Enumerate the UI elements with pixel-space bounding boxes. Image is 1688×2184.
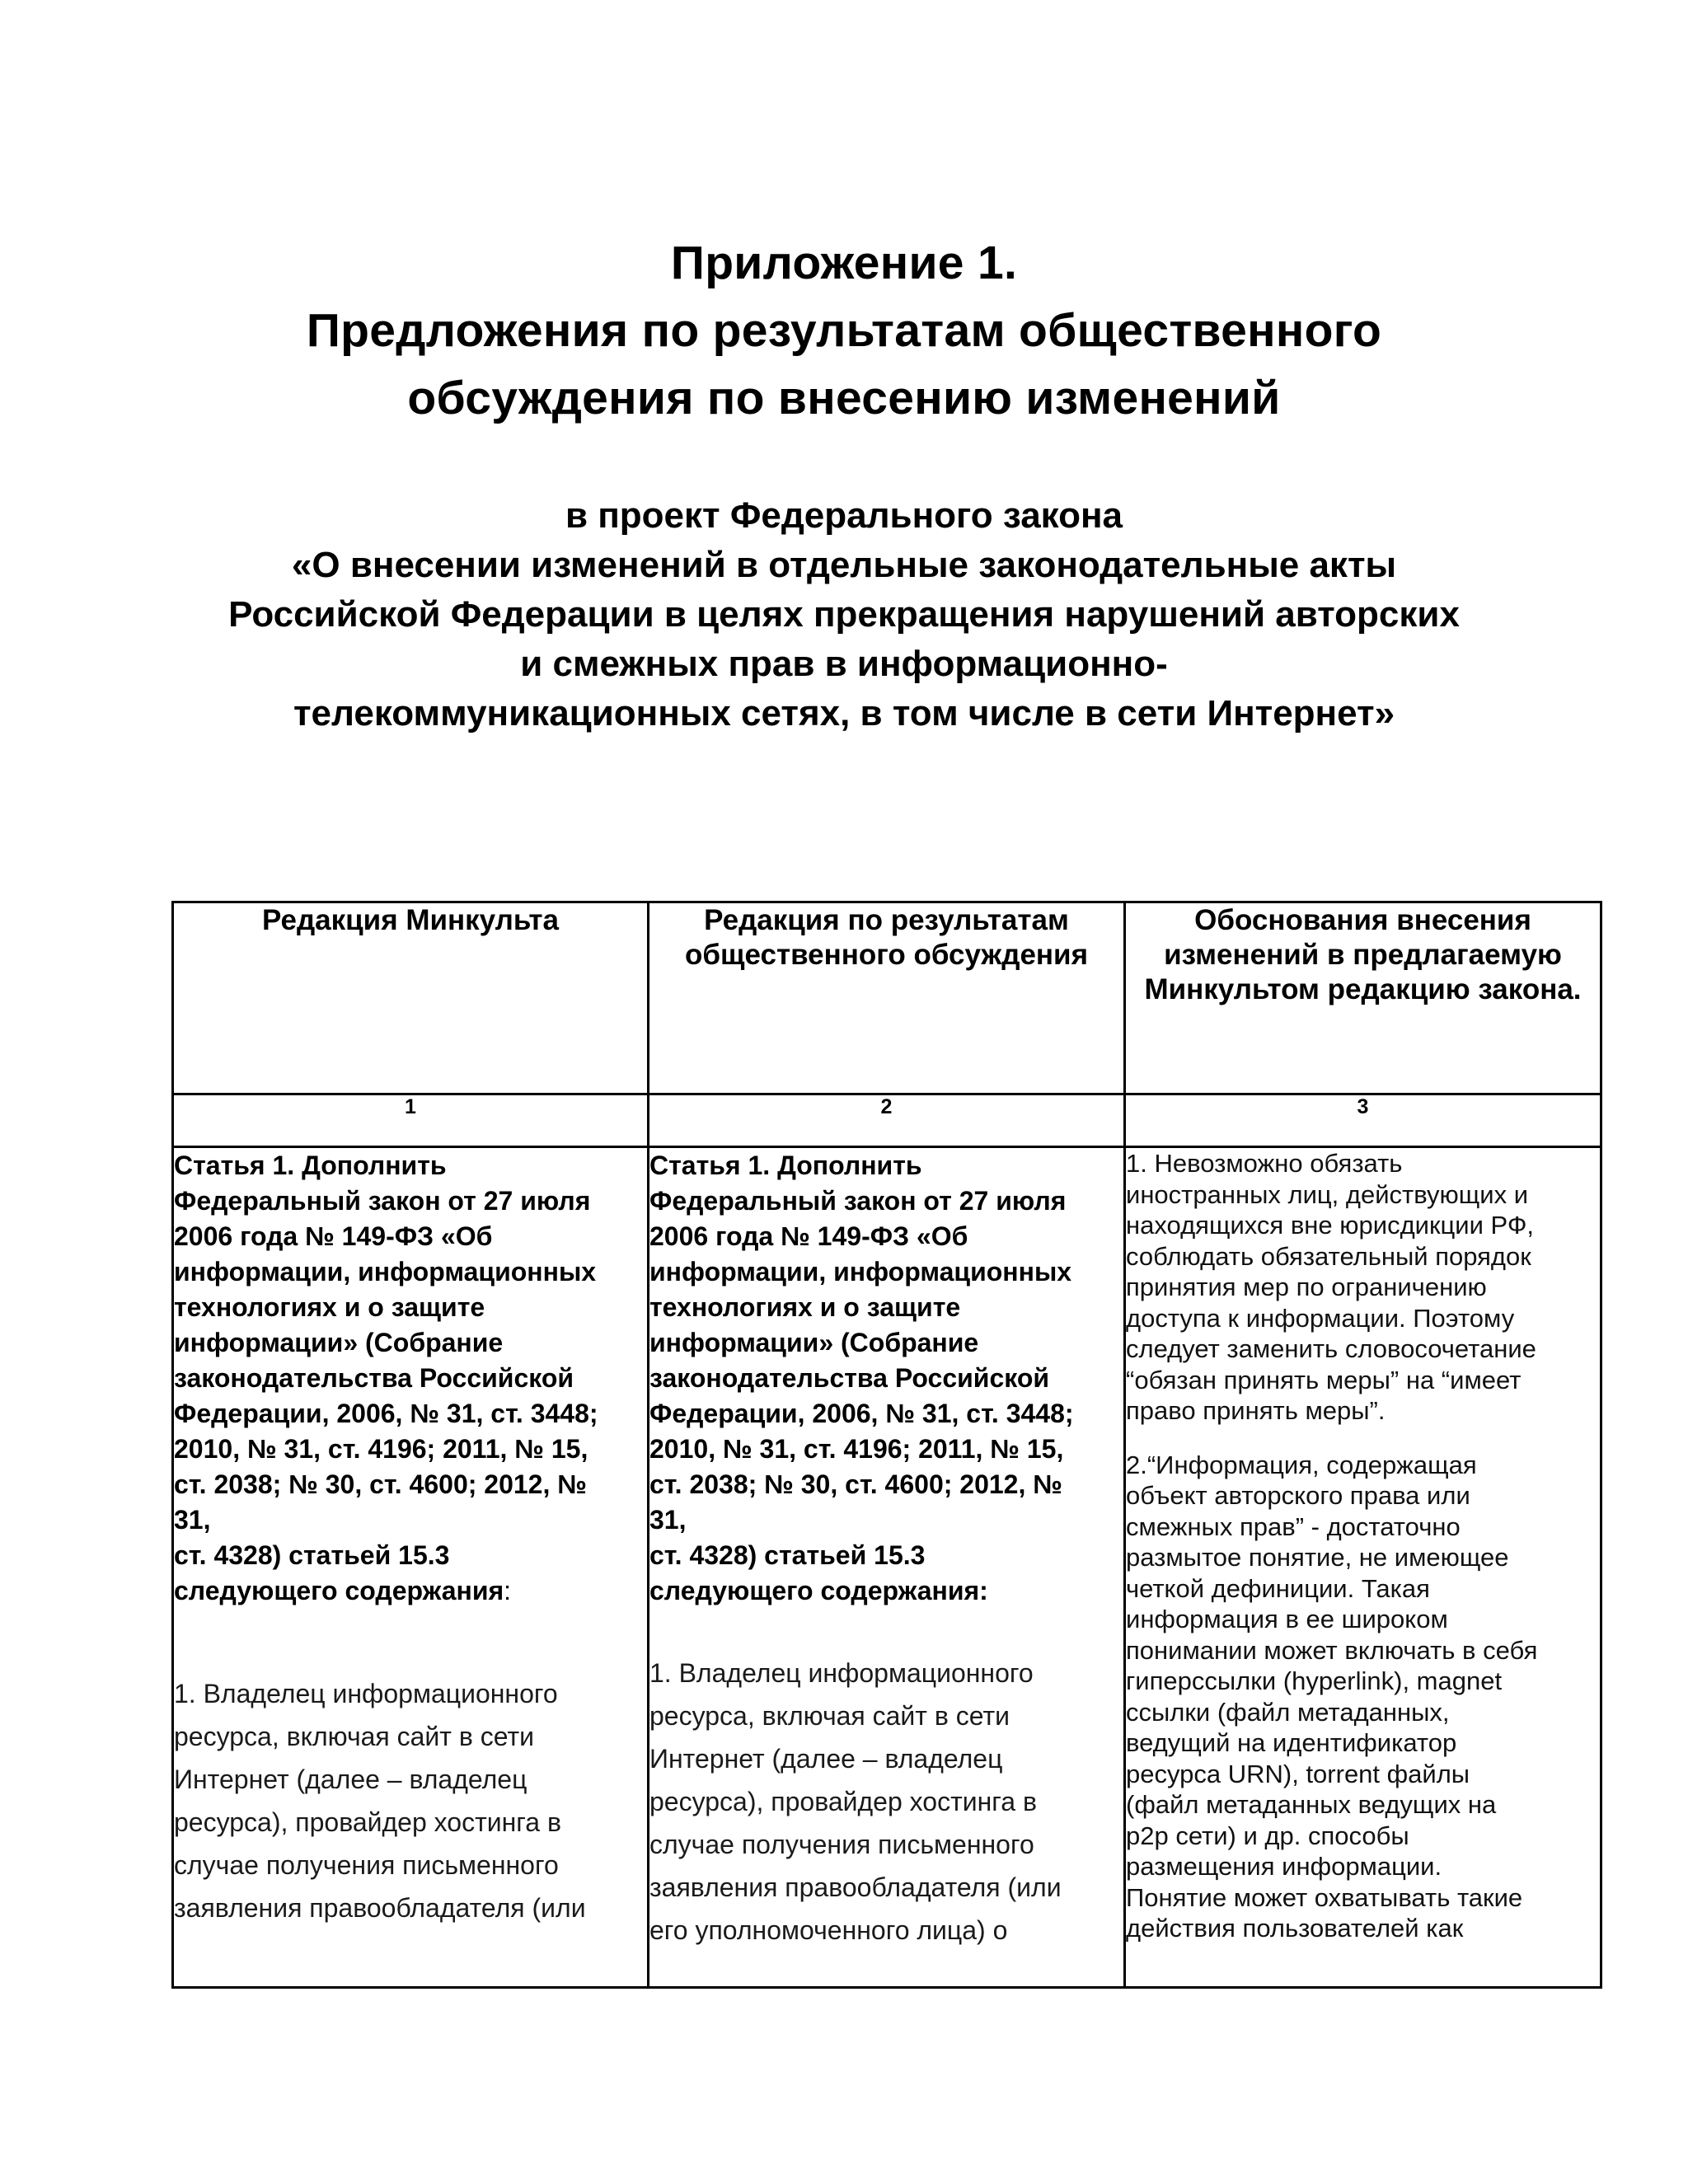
column-number-1: 1 <box>173 1094 649 1147</box>
justification-point-2: 2.“Информация, содержащая объект авторского права или смежных прав” - достаточно размытое понятие, не имеющее четкой дефиниции. Такая информация в ее широком понимании может включать в себя гиперссылки (hyperlink), magnet ссылки (файл метаданных, ведущий на идентификатор ресурса URN), torrent файлы (файл метаданных ведущих на p2p сети) и др. способы размещения информации. Понятие может охватывать такие действия пользователей как <box>1126 1450 1538 1943</box>
article-1-lead-revised: Статья 1. Дополнить Федеральный закон от 27 июля 2006 года № 149-ФЗ «Об информации, информационных технологиях и о защите информации» (Собрание законодательства Российской Федерации, 2006, № 31, ст. 3448; 2010, № 31, ст. 4196; 2011, № 15, ст. 2038; № 30, ст. 4600; 2012, № 31, ст. 4328) статьей 15.3 следующего содержания: <box>649 1151 1074 1605</box>
table-body-row <box>173 1147 1601 1988</box>
title-line-2: Предложения по результатам общественного <box>306 304 1382 357</box>
header-justification: Обоснования внесения изменений в предлагаемую Минкультом редакцию закона. <box>1125 902 1601 1094</box>
title-line-3: обсуждения по внесению изменений <box>407 372 1281 424</box>
discussion-edition-cell <box>649 1147 1125 1988</box>
minculture-edition-cell <box>173 1147 649 1988</box>
article-1-paragraph-1-revised: 1. Владелец информационного ресурса, включая сайт в сети Интернет (далее – владелец ресурса), провайдер хостинга в случае получения письменного заявления правообладателя (или его уполномоченного лица) о <box>649 1658 1062 1945</box>
justification-cell <box>1125 1147 1601 1988</box>
document-subtitle <box>0 491 1688 738</box>
comparison-table <box>171 901 1602 1989</box>
subtitle-line-5: телекоммуникационных сетях, в том числе в сети Интернет» <box>293 693 1395 733</box>
justification-point-1: 1. Невозможно обязать иностранных лиц, действующих и находящихся вне юрисдикции РФ, соблюдать обязательный порядок принятия мер по ограничению доступа к информации. Поэтому следует заменить словосочетание “обязан принять меры” на “имеет право принять меры”. <box>1126 1149 1536 1425</box>
column-number-2: 2 <box>649 1094 1125 1147</box>
article-1-lead-text: Статья 1. Дополнить Федеральный закон от 27 июля 2006 года № 149-ФЗ «Об информации, информационных технологиях и о защите информации» (Собрание законодательства Российской Федерации, 2006, № 31, ст. 3448; 2010, № 31, ст. 4196; 2011, № 15, ст. 2038; № 30, ст. 4600; 2012, № 31, ст. 4328) статьей 15.3 следующего содержания <box>174 1151 598 1605</box>
document-title <box>0 229 1688 432</box>
subtitle-line-1: в проект Федерального закона <box>565 495 1123 536</box>
article-1-lead <box>174 1148 647 1609</box>
title-line-1: Приложение 1. <box>670 237 1018 289</box>
article-1-paragraph-1: 1. Владелец информационного ресурса, включая сайт в сети Интернет (далее – владелец ресурса), провайдер хостинга в случае получения письменного заявления правообладателя (или <box>174 1679 586 1923</box>
subtitle-line-3: Российской Федерации в целях прекращения нарушений авторских <box>228 594 1460 635</box>
column-number-3: 3 <box>1125 1094 1601 1147</box>
header-discussion-edition: Редакция по результатам общественного обсуждения <box>649 902 1125 1094</box>
column-number-row <box>173 1094 1601 1147</box>
header-minculture-edition: Редакция Минкульта <box>173 902 649 1094</box>
table-header-row <box>173 902 1601 1094</box>
article-1-lead-colon: : <box>504 1576 512 1605</box>
subtitle-line-2: «О внесении изменений в отдельные законодательные акты <box>291 545 1397 585</box>
subtitle-line-4: и смежных прав в информационно- <box>520 644 1168 684</box>
